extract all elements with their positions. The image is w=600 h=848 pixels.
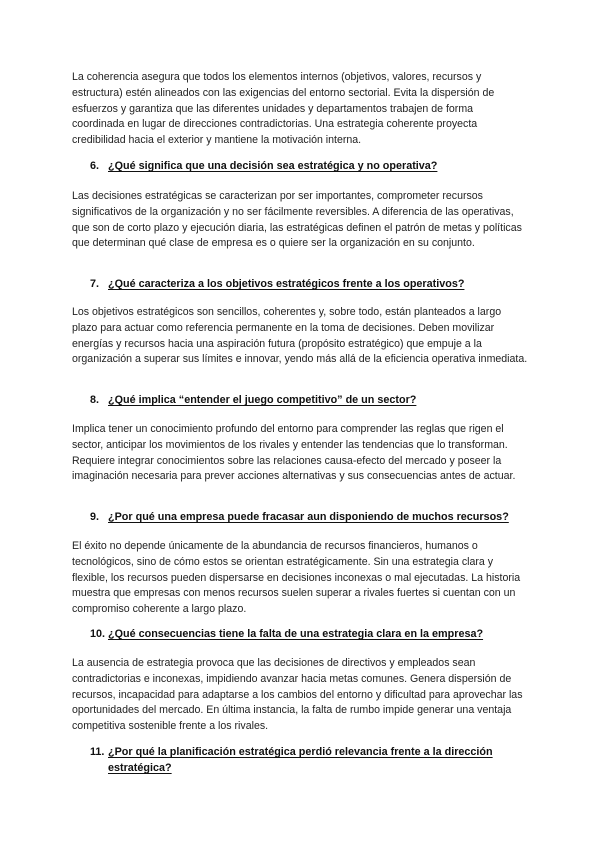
answer-paragraph-10: La ausencia de estrategia provoca que las decisiones de directivos y empleados sean contradictorias e inconexas, impidiendo avanzar hacia metas comunes. Genera dispersión de recursos, incapacidad para adaptarse a los cambios del entorno y dificultad para aprovechar las oportunidades del mercado. En última instancia, la falta de rumbo impide generar una ventaja competitiva sostenible frente a los rivales.: [72, 657, 523, 733]
question-heading-7: [90, 277, 464, 293]
answer-paragraph-9: El éxito no depende únicamente de la abundancia de recursos financieros, humanos o tecnológicos, sino de cómo estos se orientan estratégicamente. Sin una estrategia clara y flexible, los recursos pueden dispersarse en decisiones inconexas o mal ejecutadas. La historia muestra que empresas con menos recursos suelen superar a rivales fuertes si cuentan con un compromiso coherente a largo plazo.: [72, 540, 521, 616]
answer-paragraph-7: Los objetivos estratégicos son sencillos, coherentes y, sobre todo, están planteados a largo plazo para actuar como referencia permanente en la toma de decisiones. Deben movilizar energías y recursos hacia una aspiración futura (propósito estratégico) que empuje a la organización a superar sus límites e innovar, yendo más allá de la eficiencia operativa inmediata.: [72, 306, 528, 366]
question-number: 7.: [90, 278, 100, 290]
question-number: 10.: [90, 628, 106, 640]
intro-paragraph: La coherencia asegura que todos los elementos internos (objetivos, valores, recursos y estructura) estén alineados con las exigencias del entorno sectorial. Evita la dispersión de esfuerzos y garantiza que las diferentes unidades y departamentos trabajen de forma coordinada en lugar de direcciones contradictorias. Una estrategia coherente proyecta credibilidad hacia el exterior y mantiene la motivación interna.: [72, 71, 495, 147]
question-text: ¿Por qué la planificación estratégica perdió relevancia frente a la dirección estratégica?: [108, 746, 493, 774]
question-heading-8: [90, 393, 416, 409]
answer-paragraph-6: Las decisiones estratégicas se caracterizan por ser importantes, comprometer recursos significativos de la organización y no ser fácilmente reversibles. A diferencia de las operativas, que son de corto plazo y ejecución diaria, las estratégicas definen el patrón de metas y políticas que determinan qué clase de empresa es o quiere ser la organización en su conjunto.: [72, 190, 522, 250]
question-heading-10: [90, 627, 483, 643]
question-number: 11.: [90, 746, 105, 758]
question-heading-9: [90, 510, 509, 526]
question-text: ¿Qué caracteriza a los objetivos estratégicos frente a los operativos?: [108, 278, 465, 290]
question-heading-6: [90, 159, 437, 175]
question-heading-11: [90, 745, 508, 777]
question-text: ¿Qué significa que una decisión sea estratégica y no operativa?: [108, 160, 438, 172]
question-number: 8.: [90, 394, 100, 406]
question-text: ¿Qué implica “entender el juego competitivo” de un sector?: [108, 394, 417, 406]
question-text: ¿Por qué una empresa puede fracasar aun disponiendo de muchos recursos?: [108, 511, 509, 523]
question-text: ¿Qué consecuencias tiene la falta de una estrategia clara en la empresa?: [108, 628, 484, 640]
answer-paragraph-8: Implica tener un conocimiento profundo del entorno para comprender las reglas que rigen el sector, anticipar los movimientos de los rivales y entender las tendencias que lo transforman. Requiere integrar conocimientos sobre las relaciones causa-efecto del mercado y poseer la imaginación necesaria para prever acciones alternativas y sus consecuencias antes de actuar.: [72, 423, 516, 483]
question-number: 6.: [90, 160, 100, 172]
question-number: 9.: [90, 511, 100, 523]
